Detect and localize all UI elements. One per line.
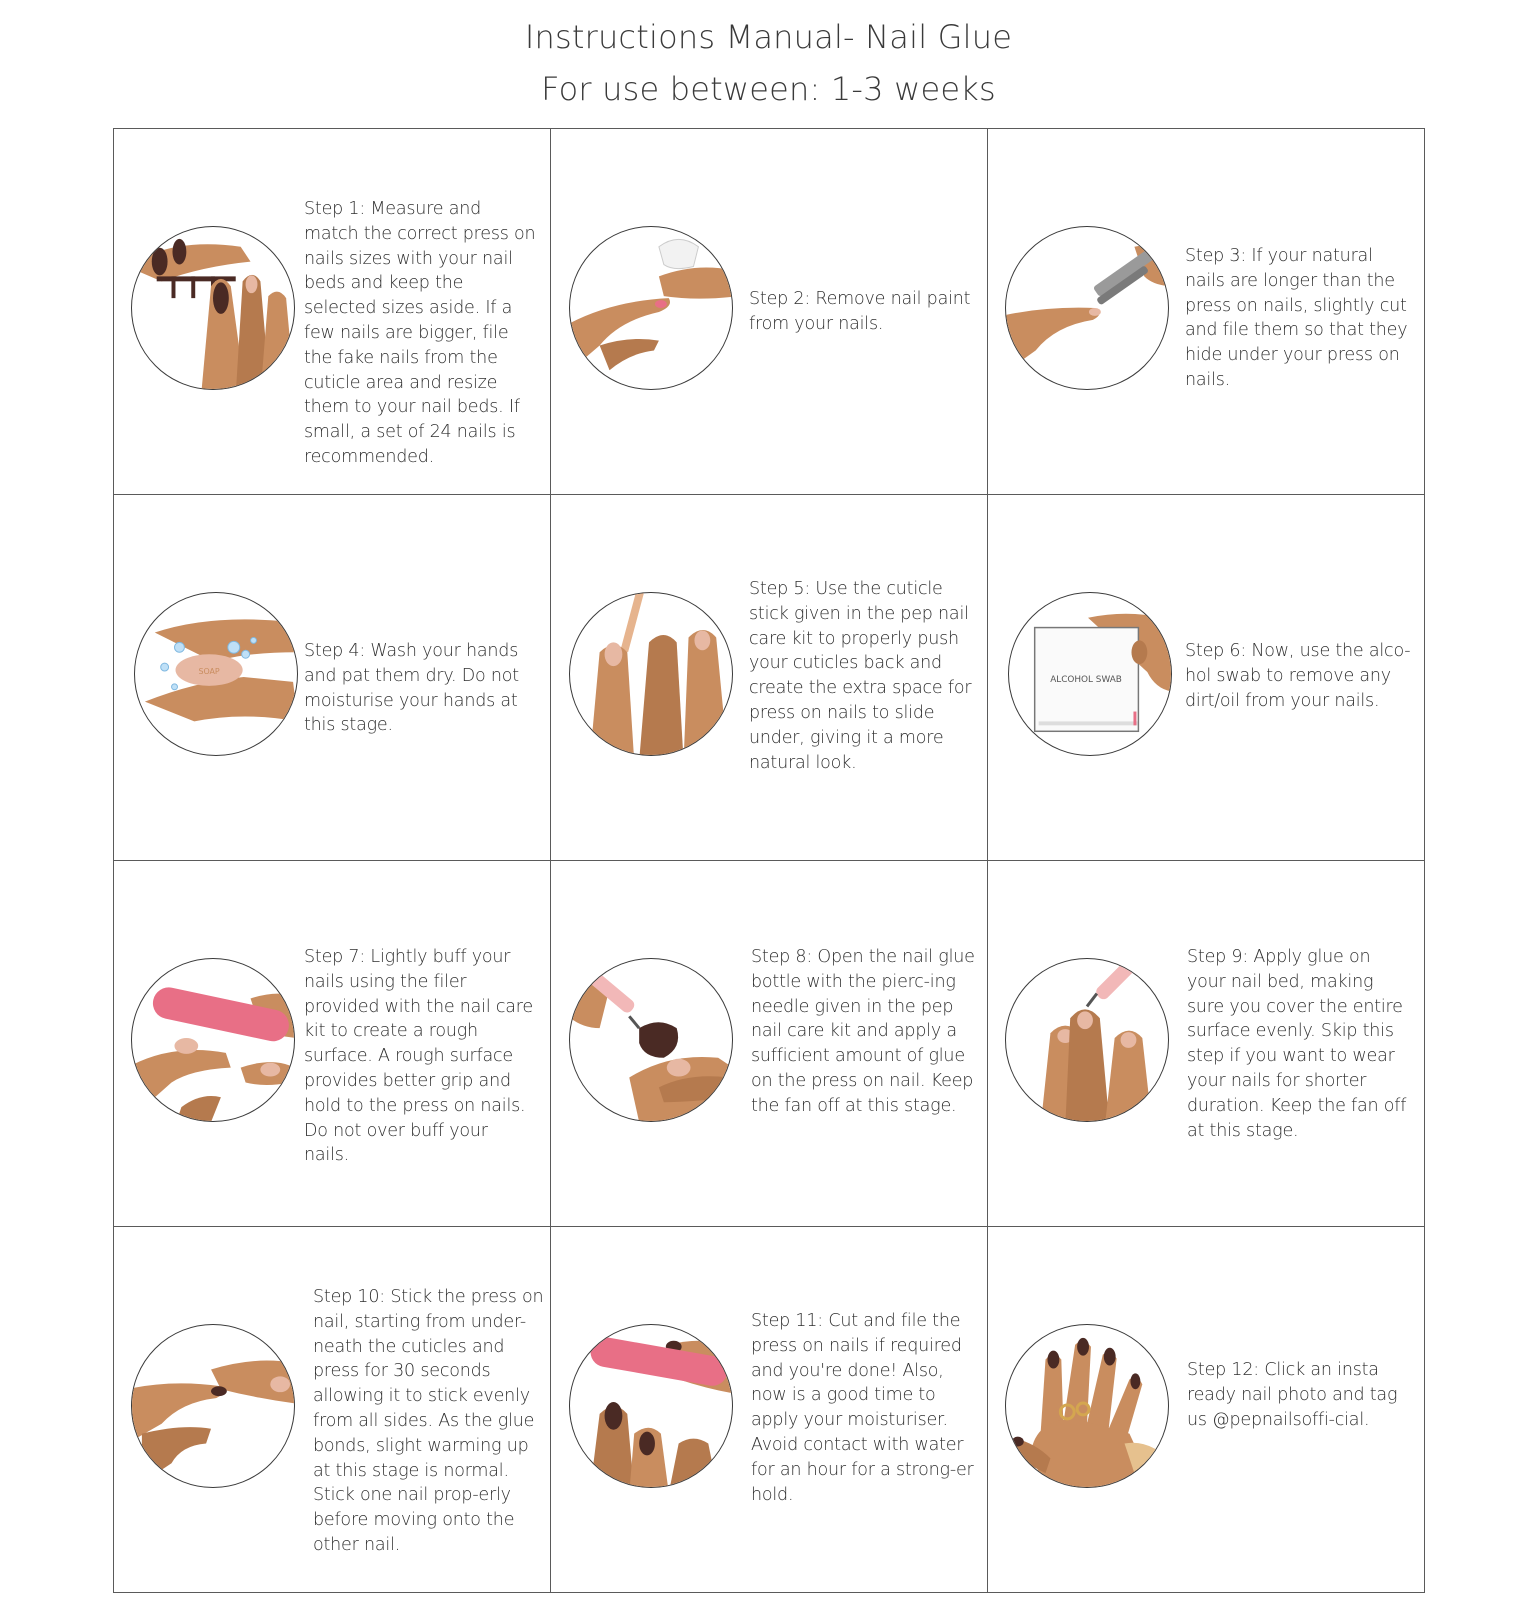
page-title: Instructions Manual- Nail Glue	[524, 18, 1013, 56]
step-2-cell	[551, 129, 988, 495]
step-9-cell	[988, 861, 1425, 1227]
step-11-cell	[551, 1227, 988, 1593]
glue-bottle-illustration	[569, 958, 733, 1122]
step-5-cell	[551, 495, 988, 861]
step-7-cell	[114, 861, 551, 1227]
alcohol-swab-illustration	[1008, 592, 1172, 756]
step-1-cell	[114, 129, 551, 495]
step-6-text: Step 6: Now, use the alco-hol swab to remove any dirt/oil from your nails.	[1185, 641, 1411, 711]
step-4-cell	[114, 495, 551, 861]
step-9-text: Step 9: Apply glue on your nail bed, making sure you cover the entire surface evenly. Skip this step if you want to wear your nails for shorter duration. Keep the fan off at this stage.	[1187, 947, 1407, 1141]
page-subtitle: For use between: 1-3 weeks	[541, 70, 996, 108]
apply-glue-illustration	[1005, 958, 1169, 1122]
step-8-cell	[551, 861, 988, 1227]
step-10-text: Step 10: Stick the press on nail, starting from under-neath the cuticles and press for 30 seconds allowing it to stick evenly from all sides. As the glue bonds, slight warming up at this stage is normal. Stick one nail prop-erly before moving onto the other nail.	[313, 1287, 544, 1555]
step-6-cell	[988, 495, 1425, 861]
step-12-text: Step 12: Click an insta ready nail photo and tag us @pepnailsoffi-cial.	[1187, 1360, 1398, 1430]
step-1-text: Step 1: Measure and match the correct press on nails sizes with your nail beds and keep the selected sizes aside. If a few nails are bigger, file the fake nails from the cuticle area and resize them to your nail beds. If small, a set of 24 nails is recommended.	[304, 199, 536, 467]
steps-grid	[113, 128, 1425, 1593]
cuticle-stick-illustration	[569, 592, 733, 756]
step-7-text: Step 7: Lightly buff your nails using the filer provided with the nail care kit to create a rough surface. A rough surface provides better grip and hold to the press on nails. Do not over buff your nails.	[304, 947, 533, 1166]
step-4-text: Step 4: Wash your hands and pat them dry. Do not moisturise your hands at this stage.	[304, 641, 519, 736]
step-3-text: Step 3: If your natural nails are longer than the press on nails, slightly cut and file them so that they hide under your press on nails.	[1185, 246, 1408, 390]
step-2-text: Step 2: Remove nail paint from your nails.	[749, 289, 971, 334]
file-nails-illustration	[569, 1324, 733, 1488]
step-8-text: Step 8: Open the nail glue bottle with the pierc-ing needle given in the pep nail care kit and apply a sufficient amount of glue on the press on nail. Keep the fan off at this stage.	[751, 947, 975, 1116]
step-3-cell	[988, 129, 1425, 495]
wash-hands-illustration	[134, 592, 298, 756]
step-10-cell	[114, 1227, 551, 1593]
stick-nail-illustration	[131, 1324, 295, 1488]
hand-photo-illustration	[1005, 1324, 1169, 1488]
clip-nails-illustration	[1005, 226, 1169, 390]
step-5-text: Step 5: Use the cuticle stick given in the pep nail care kit to properly push your cuticles back and create the extra space for press on nails to slide under, giving it a more natural look.	[749, 579, 972, 773]
soap-label: SOAP	[198, 667, 220, 676]
buff-nails-illustration	[131, 958, 295, 1122]
alcohol-swab-label: ALCOHOL SWAB	[1050, 674, 1122, 685]
measure-nails-illustration	[131, 226, 295, 390]
remove-polish-illustration	[569, 226, 733, 390]
step-11-text: Step 11: Cut and file the press on nails if required and you're done! Also, now is a good time to apply your moisturiser. Avoid contact with water for an hour for a strong-er hold.	[751, 1311, 974, 1505]
step-12-cell	[988, 1227, 1425, 1593]
